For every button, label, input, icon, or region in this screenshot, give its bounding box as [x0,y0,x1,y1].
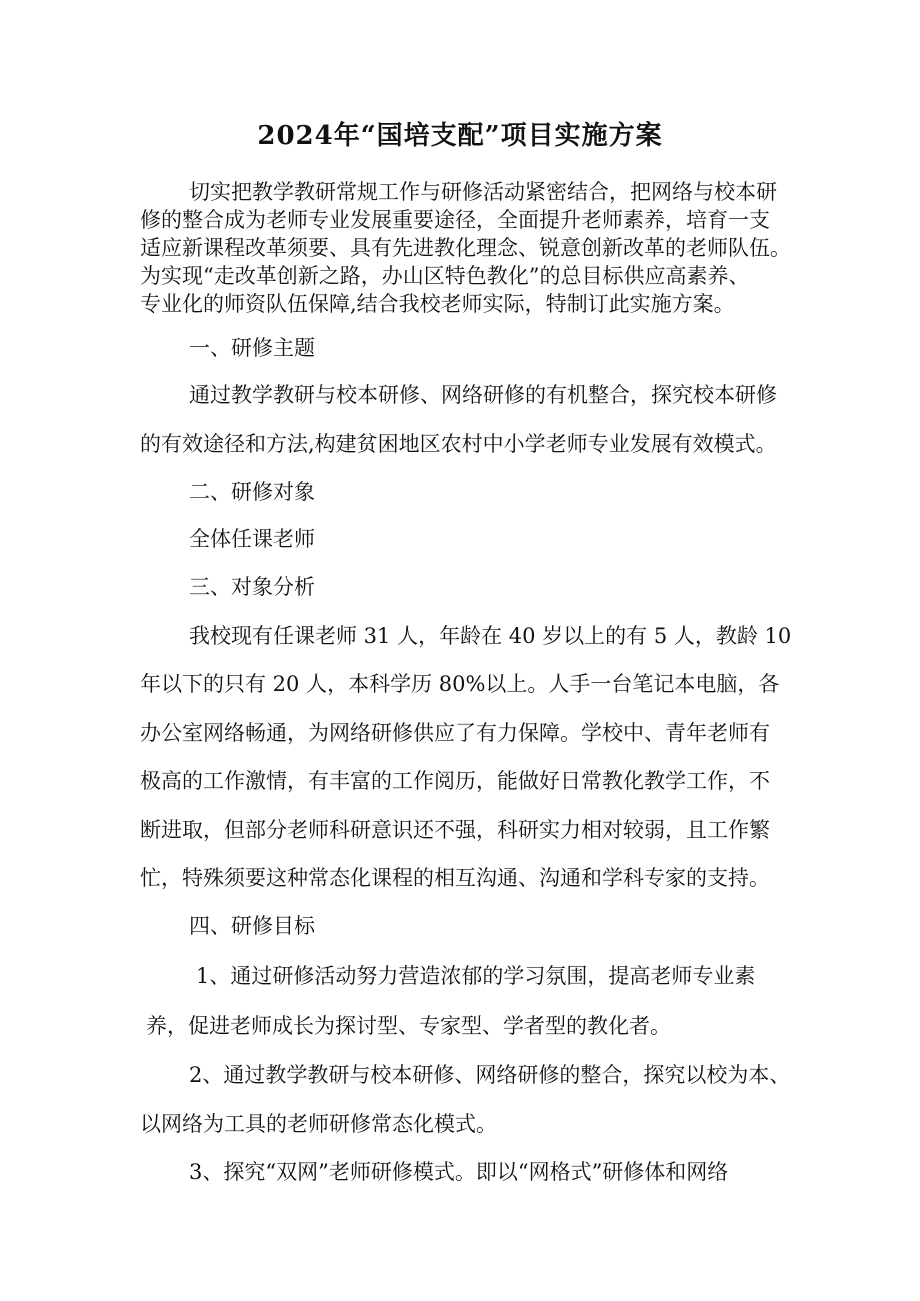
intro-line-1: 切实把教学教研常规工作与研修活动紧密结合，把网络与校本研 [189,180,777,204]
section-heading-goals: 四、研修目标 [189,914,315,938]
analysis-line-3: 办公室网络畅通，为网络研修供应了有力保障。学校中、青年老师有 [140,721,770,745]
goal-2-line-1: 2、通过教学教研与校本研修、网络研修的整合，探究以校为本、 [189,1063,791,1087]
goal-3-line-1: 3、探究“双网”老师研修模式。即以“网格式”研修体和网络 [189,1160,729,1184]
goal-2-line-2: 以网络为工具的老师研修常态化模式。 [140,1112,497,1136]
target-line-1: 全体任课老师 [189,527,315,551]
intro-line-4: 为实现“走改革创新之路，办山区特色教化”的总目标供应高素养、 [140,264,750,288]
goal-1-line-1: 1、通过研修活动努力营造浓郁的学习氛围，提高老师专业素 [196,964,756,988]
intro-line-5: 专业化的师资队伍保障,结合我校老师实际，特制订此实施方案。 [140,292,735,316]
intro-line-2: 修的整合成为老师专业发展重要途径，全面提升老师素养，培育一支 [140,208,770,232]
section-heading-analysis: 三、对象分析 [189,575,315,599]
theme-line-1: 通过教学教研与校本研修、网络研修的有机整合，探究校本研修 [189,383,777,407]
goal-1-line-2: 养，促进老师成长为探讨型、专家型、学者型的教化者。 [146,1014,671,1038]
analysis-line-2: 年以下的只有 20 人，本科学历 80%以上。人手一台笔记本电脑，各 [140,672,780,696]
analysis-line-1: 我校现有任课老师 31 人，年龄在 40 岁以上的有 5 人，教龄 10 [189,624,792,648]
analysis-line-4: 极高的工作激情，有丰富的工作阅历，能做好日常教化教学工作，不 [140,769,770,793]
theme-line-2: 的有效途径和方法,构建贫困地区农村中小学老师专业发展有效模式。 [140,432,777,456]
intro-line-3: 适应新课程改革须要、具有先进教化理念、锐意创新改革的老师队伍。 [140,236,791,260]
section-heading-target: 二、研修对象 [189,480,315,504]
document-title: 2024年“国培支配”项目实施方案 [257,121,663,151]
analysis-line-5: 断进取，但部分老师科研意识还不强，科研实力相对较弱，且工作繁 [140,818,770,842]
section-heading-theme: 一、研修主题 [189,336,315,360]
analysis-line-6: 忙，特殊须要这种常态化课程的相互沟通、沟通和学科专家的支持。 [140,866,770,890]
